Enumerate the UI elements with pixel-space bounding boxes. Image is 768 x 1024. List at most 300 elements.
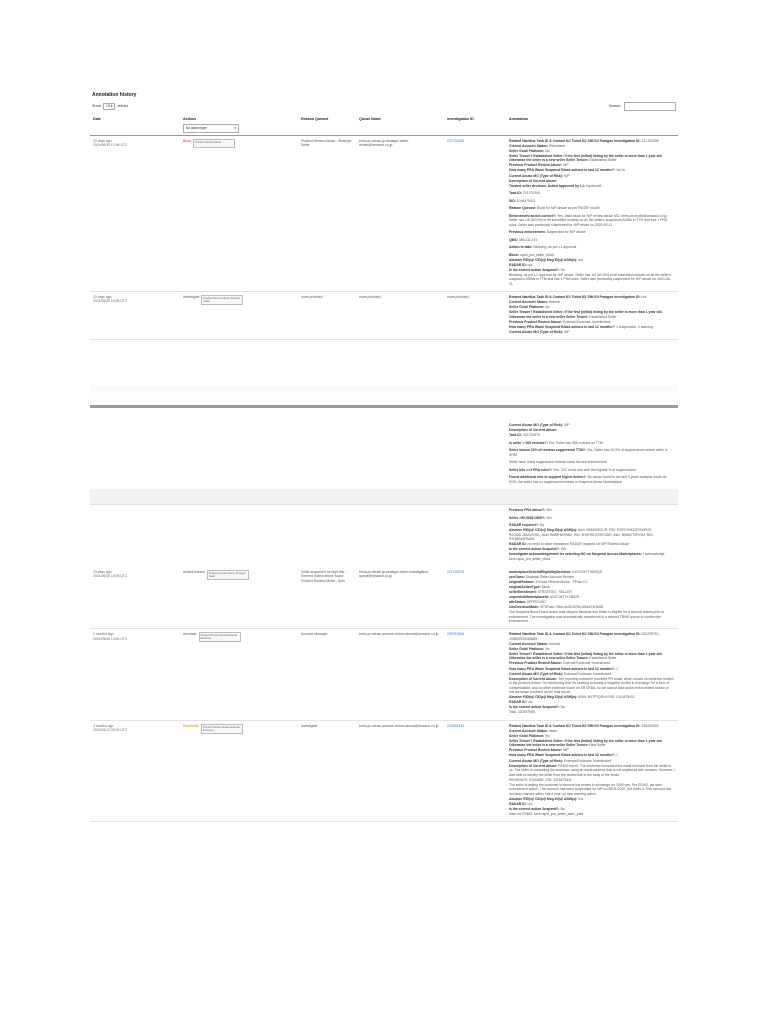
annotation-field-label: Seller Tenure? Established Seller: If the first (initial) listing by the seller is more than 1 year old. Otherwise the seller is a new seller Seller Tenure: <box>509 738 663 748</box>
annotation-field-label: Seller Gold/ Platinum: <box>509 305 545 310</box>
annotation-field-value: Normal <box>549 299 560 304</box>
action-detail-box[interactable]: Product Review Abuse Strategic Seller <box>201 295 243 305</box>
annotation-field-label: How many PRA Warn/ Suspend/ Block actions in last 12 months?: <box>509 666 616 671</box>
timestamp: 2021/06/30 16:55 UTC <box>93 299 128 304</box>
annotation-field-label: Task ID: <box>509 433 522 438</box>
action-label: Investigate <box>183 294 200 299</box>
table-row-fade <box>90 489 678 505</box>
actions-cell <box>180 629 298 720</box>
annotation-field-value: External Evidence: Insentivized <box>562 661 611 666</box>
annotation-field-label: Seller Gold/ Platinum: <box>509 646 545 651</box>
annotation-field-label: Previous Product Review Abuse: <box>509 748 563 753</box>
annotation-line <box>509 168 675 172</box>
annotation-field-value: Task: 220297905 <box>509 710 535 715</box>
table-row <box>90 720 678 822</box>
annotation-line <box>509 199 675 203</box>
annotation-line <box>509 667 675 671</box>
annotation-field-label: Found additional info to support higher action?: <box>509 475 587 480</box>
action-group <box>183 632 295 642</box>
annotation-field-value: hiyokomi3 <box>586 183 602 188</box>
annotation-field-value: No <box>560 806 565 811</box>
annotation-field-label: Related Nautilus Task ID & Contact ID/ Ticket ID/ SIM ID/ Paragon Investigation ID: <box>509 723 641 728</box>
annotation-history-panel-top <box>90 88 678 386</box>
entries-label: entries <box>117 104 129 109</box>
reason-queued-cell: Investigate <box>298 720 356 822</box>
annotation-field-value: Yes <box>560 547 567 552</box>
annotation-line <box>509 778 675 782</box>
annotation-field-value: No <box>545 305 550 310</box>
annotation-field-value: EEMO report. The customer forwarded the email received from the seller to us. The seller is contacting the customer using an email address that is not registered with amazon. However, I was able to identify the seller from the review link in the body of the email. <box>509 763 675 777</box>
section-title: Annotation history <box>92 92 137 98</box>
action-label: Reactivate <box>183 723 200 728</box>
annotation-cell <box>506 135 678 291</box>
annotation-field-value: 1016475411 <box>516 198 536 203</box>
annotation-field-label: Abusive RID(s)/ CID(s)/ Msg ID(s)/ ASIN(s): <box>509 796 578 801</box>
annotation-field-label: Previous PRA abuse?: <box>509 508 546 513</box>
annotation-line <box>509 677 675 695</box>
annotation-field-label: Is seller > 200 reviews?: <box>509 440 548 445</box>
annotation-field-value: I acknowledge <box>642 552 665 557</box>
annotation-table-continued <box>90 420 678 822</box>
annotation-field-value: n/a <box>527 262 533 267</box>
annotation-field-value: ASIN: B07PTQSLH SID: 1016475411 <box>578 695 635 700</box>
annotation-field-value: n/a <box>641 294 647 299</box>
annotation-field-label: Current Account Status: <box>509 728 549 733</box>
annotation-field-label: Current Abuse MO (Type of Risk): <box>509 423 564 427</box>
annotation-line <box>509 475 675 484</box>
annotation-line <box>509 468 675 472</box>
annotation-line <box>509 585 675 589</box>
annotation-field-value: No <box>560 705 565 710</box>
annotation-line <box>509 179 675 183</box>
annotation-line <box>509 154 675 163</box>
action-group <box>183 139 295 148</box>
actions-cell <box>180 720 298 822</box>
annotation-field-value: 386,211,473 <box>518 237 538 242</box>
annotation-field-label: RADAR ID: <box>509 801 527 806</box>
annotation-line <box>509 547 675 551</box>
annotation-line <box>509 230 675 234</box>
annotation-line <box>509 423 675 427</box>
annotation-cell <box>506 567 678 629</box>
annotation-line <box>509 802 675 806</box>
annotation-field-label: Reason Queued: <box>509 206 536 211</box>
column-actions[interactable]: Actions No action type ▾ <box>180 113 298 135</box>
annotation-field-value: Warn <box>549 728 557 733</box>
annotation-field-value: Blocking, as per L1 approval <box>533 245 577 250</box>
annotation-line <box>509 163 675 167</box>
annotation-field-value: No <box>560 267 565 272</box>
annotation-field-label: Current Abuse MO (Type of Risk): <box>509 758 564 763</box>
annotation-line <box>509 253 675 257</box>
annotation-field-value: N/P <box>564 329 570 334</box>
annotation-field-value: Block <box>541 584 550 589</box>
annotation-field-value: N/P <box>564 423 570 427</box>
annotation-line <box>509 724 675 728</box>
annotation-line <box>509 710 675 714</box>
annotation-field-label: Is the correct action Suspend?: <box>509 806 560 811</box>
action-detail-box[interactable]: Product Review Abuse <box>193 139 235 148</box>
annotation-field-label: SID: <box>509 198 516 203</box>
annotation-field-value: External Evidence: Insentivized <box>564 671 612 676</box>
page-divider <box>90 405 678 408</box>
annotation-field-value: Asin: B08JK5EDJR, RID: R1RCYNKDE0X6PHO, R2O6SLJ8A5JG9KL, Asin: B089HWX9B2, RID: R1KHRU7EHO3UR, Asin: B085CTMYGM, RID: R3QBAV4R5UW <box>509 528 654 542</box>
timestamp: 2021/05/26 13:45 UTC <box>93 636 128 641</box>
annotation-field-value: STRATEGIC_SELLER <box>537 589 572 594</box>
annotation-field-value: Yes. '211' is the rule with the highest % of suppressions <box>553 467 637 472</box>
annotation-line <box>509 214 675 227</box>
relative-date: 23 days ago <box>93 294 112 299</box>
annotation-line <box>509 523 675 527</box>
investigation-id-cell[interactable]: 208787808 <box>444 629 506 720</box>
date-cell <box>90 291 180 339</box>
queue-name-cell: brms-pr-abuse-jp-strategic-seller-review@amazon.co.jp <box>356 135 444 291</box>
annotation-field-label: originalActionType: <box>509 584 541 589</box>
annotation-field-value: n/a <box>527 801 533 806</box>
timestamp: 2021/03/12 09:00 UTC <box>93 728 128 733</box>
reason-queued-cell: Account Manager <box>298 629 356 720</box>
annotation-field-value: N/P <box>564 173 570 178</box>
annotation-field-value: A1VCGE7THBRQS <box>572 569 602 574</box>
column-date[interactable]: Date <box>90 113 180 135</box>
annotation-field-value: External Evidence: Insentivized <box>562 319 611 324</box>
annotation-field-value: Yes. Seller has 20.5% of suppressions where seller is SOM <box>509 448 668 457</box>
annotation-field-value: Product Review Abuse - FPlus-CU <box>535 579 588 584</box>
annotation-field-label: RADAR ID: <box>509 262 527 267</box>
table-row-continued-2 <box>90 505 678 567</box>
annotation-line <box>509 632 675 641</box>
annotation-field-label: How many PRA Warn/ Suspend/ Block actions in last 12 months?: <box>509 753 616 758</box>
annotation-field-label: Previous Product Review Abuse: <box>509 163 563 168</box>
annotation-line <box>509 797 675 801</box>
column-reason-queued[interactable]: Reason Queued <box>298 113 356 135</box>
annotation-field-label: QMS: <box>509 237 518 242</box>
annotation-line <box>509 300 675 304</box>
annotation-line <box>509 739 675 748</box>
annotation-field-value: Reinstated <box>549 143 566 148</box>
annotation-field-label: ruleDecisionMade: <box>509 605 540 610</box>
annotation-field-value: sent rapid_pra_seller_block <box>509 557 551 562</box>
investigation-id-cell[interactable]: 221702570 <box>444 567 506 629</box>
action-group <box>183 724 295 734</box>
reason-queued-cell: Seller enqueued for high risk - Entered review abuse found Product Review Abuse - Auto <box>298 567 356 629</box>
annotation-field-value: Established Seller <box>589 158 617 163</box>
annotation-field-label: Previous enforcement: <box>509 230 546 235</box>
annotation-field-value: No <box>545 733 550 738</box>
annotation-field-label: Seller Gold/ Platinum: <box>509 148 545 153</box>
relative-date: 23 days ago <box>93 569 112 574</box>
date-cell <box>90 567 180 629</box>
annotation-field-label: Trusted seller decision. Action approved by L1: <box>509 183 586 188</box>
annotation-field-label: Seller Gold/ Platinum: <box>509 733 545 738</box>
annotation-field-value: 1 <box>616 753 619 758</box>
annotation-line <box>509 610 675 623</box>
annotation-field-label: Related Nautilus Task ID & Contact ID/ Ticket ID/ SIM ID/ Paragon Investigation ID: <box>509 294 641 299</box>
action-detail-box[interactable]: Product Review Abuse External Evidence <box>199 632 241 642</box>
annotation-field-label: Is the correct action Suspend?: <box>509 547 560 552</box>
annotation-line <box>509 695 675 699</box>
annotation-field-value: Blocking, as per L1 approval for N/P abuse. Seller has 1/6 (50.0%) of all submitted reviews on all the seller's suspicious ASINs in TTM and has 1 PRA rules. Seller was previously suspended for N/P abuse on 2020-08-11. <box>509 272 672 286</box>
table-header-row <box>90 113 678 135</box>
annotation-line <box>509 174 675 178</box>
relative-date: 4 months ago <box>93 723 114 728</box>
annotation-field-label: Description of Current Abuse: <box>509 428 558 433</box>
annotation-field-value: 221702570 <box>522 433 540 438</box>
annotation-field-value: N/P <box>562 748 569 753</box>
annotation-field-label: Is the correct action Suspend?: <box>509 705 560 710</box>
annotation-line <box>509 759 675 763</box>
annotation-line <box>509 273 675 286</box>
annotation-line <box>509 661 675 665</box>
annotation-cell <box>506 505 678 567</box>
actions-cell <box>180 135 298 291</box>
table-row <box>90 629 678 720</box>
annotation-line <box>509 144 675 148</box>
annotation-field-label: Abusive RID(s)/ CID(s)/ Msg ID(s)/ ASIN(s): <box>509 695 578 700</box>
action-detail-box[interactable]: Product Review Abuse External Evidence <box>201 724 243 734</box>
annotation-field-label: Current Account Status: <box>509 299 549 304</box>
date-cell <box>90 720 180 822</box>
annotation-field-label: Abusive RID(s)/ CID(s)/ Msg ID(s)/ ASIN(s): <box>509 257 578 262</box>
annotation-field-label: Seller Tenure? Established Seller: If the first (initial) listing by the seller is more than 1 year old. Otherwise the seller is a new seller Seller Tenure: <box>509 153 663 163</box>
annotation-line <box>509 600 675 604</box>
reason-queued-cell: Product Review Abuse - Strategic Seller <box>298 135 356 291</box>
annotation-cell <box>506 420 678 489</box>
annotation-field-value: Yes. Valid block for N/P review abuse MO. brms-pr-model@amazon.co.jp Seller has 1/6 (50.0%) of all submitted reviews on all the seller's suspicious ASINs in TTM and has 1 PRA rules. Seller was previously suspended for N/P abuse on 2020-08-11 <box>509 213 668 227</box>
annotation-field-value: Suspended for N/P abuse <box>546 230 586 235</box>
action-detail-box[interactable]: Product Review Abuse Strategic Seller <box>207 570 249 580</box>
annotation-field-label: Previous Product Review Abuse: <box>509 661 563 666</box>
annotation-cell <box>506 629 678 720</box>
annotation-field-label: Previous Product Review Abuse: <box>509 319 563 324</box>
annotation-field-value: The reporting customer provided PR email, which shows no evidence related to the product review. On mentioning that I'm seeking to modify a negative review in exchange for a form of compensation, and no other evidence found on SRT/RBA, so we cannot take action enforcement based on this message provided as the final report. <box>509 676 674 695</box>
annotation-field-label: RADAR ID: <box>509 542 527 547</box>
annotation-field-label: Investigator acknowledgement for selecting NO on Suspend Across Marketplaces: <box>509 552 642 557</box>
entries-select[interactable]: 10 ▾ <box>103 103 115 109</box>
annotation-field-label: marketplaceSellerIdEligibilityDecision: <box>509 569 572 574</box>
annotation-line <box>509 672 675 676</box>
annotation-field-value: n/a <box>527 700 533 705</box>
annotation-field-label: Seller Tenure? Established Seller: If the first (initial) listing by the seller is more than 1 year old. Otherwise the seller is a new seller Seller Tenure: <box>509 651 663 661</box>
investigation-id-cell[interactable]: 218263433 <box>444 720 506 822</box>
annotation-line <box>509 812 675 816</box>
annotation-field-value: Yes. Seller has 986 reviews on TTM <box>548 440 603 445</box>
annotation-line <box>509 595 675 599</box>
investigation-id-cell[interactable]: 221702308 <box>444 135 506 291</box>
search-box <box>609 102 676 111</box>
annotation-field-label: attrStatus: <box>509 600 526 604</box>
annotation-field-value: Yes <box>546 508 552 513</box>
annotation-line <box>509 542 675 546</box>
annotation-line <box>509 245 675 249</box>
chevron-down-icon: ▾ <box>110 104 113 109</box>
annotation-field-value: 221702308 <box>522 191 540 196</box>
annotation-field-label: Is the correct action Suspend?: <box>509 267 560 272</box>
relative-date: 23 days ago <box>93 138 112 143</box>
annotation-line <box>509 753 675 757</box>
action-label: Block <box>183 138 192 143</box>
annotation-field-label: Description of Current Abuse: <box>509 178 558 183</box>
annotation-line <box>509 428 675 432</box>
annotation-field-value: The Suspend Block Fraud action was skipped because this Seller is eligible for a second review prior to enforcement. The investigation was automatically transferred to a second TRMS queue to confirm the enforcement. <box>509 610 665 624</box>
reason-queued-cell: none provided <box>298 291 356 339</box>
table-row <box>90 567 678 629</box>
queue-name-cell: brms-pr-abuse-jp-strategic-seller-investigation-queue@amazon.co.jp <box>356 567 444 629</box>
annotation-field-label: Current Account Status: <box>509 641 549 646</box>
annotation-field-label: Description of Current Abuse: <box>509 676 558 681</box>
annotation-line <box>509 184 675 188</box>
annotation-field-label: Description of Current Abuse: <box>509 763 558 768</box>
annotation-line <box>509 330 675 334</box>
queue-name-cell: none provided <box>356 291 444 339</box>
annotation-history-panel-bottom <box>90 420 678 940</box>
table-row <box>90 135 678 291</box>
annotation-field-label: Abusive RID(s)/ CID(s)/ Msg ID(s)/ ASIN(s): <box>509 528 578 533</box>
annotation-line <box>509 516 675 520</box>
annotation-field-value: REVIEWER: R19N05E, SID: 1016475411 <box>509 777 572 782</box>
annotation-line <box>509 258 675 262</box>
annotation-field-label: Current Account Status: <box>509 143 549 148</box>
queue-name-cell: brms-pr-abuse-product-review-abuse@amazon.co.jp <box>356 720 444 822</box>
annotation-line <box>509 263 675 267</box>
annotation-line <box>509 528 675 541</box>
annotation-field-label: Seller shows 15% of reviews suppressed TTM?: <box>509 448 587 453</box>
queue-name-cell: brms-pr-abuse-product-review-abuse@amazon.co.jp <box>356 629 444 720</box>
annotation-field-label: Related Nautilus Task ID & Contact ID/ Ticket ID/ SIM ID/ Paragon Investigation ID: <box>509 632 641 637</box>
annotation-field-value: n/a <box>578 796 583 801</box>
annotation-line <box>509 642 675 646</box>
annotation-field-label: RADAR ID: <box>509 700 527 705</box>
annotation-field-label: Blurb: <box>509 252 519 257</box>
annotation-line <box>509 310 675 319</box>
annotation-field-label: Task ID: <box>509 191 522 196</box>
annotation-line <box>509 238 675 242</box>
annotation-field-label: Related Nautilus Task ID & Contact ID/ Ticket ID/ SIM ID/ Paragon Investigation ID: <box>509 138 641 143</box>
timestamp: 2021/06/30 17:06 UTC <box>93 143 128 148</box>
annotation-field-value: No <box>539 523 545 528</box>
annotation-field-label: originalReason: <box>509 579 535 584</box>
annotation-field-label: requestedMarketplaceId: <box>509 594 549 599</box>
annotation-field-value: Seller have many suppressed reviews since the last enforcement <box>509 460 607 465</box>
annotation-cell <box>506 291 678 339</box>
investigation-id-cell: none provided <box>444 291 506 339</box>
annotation-line <box>509 590 675 594</box>
annotation-field-value: no need to raise mandatory RADAR required for N/P Review Abuse <box>527 542 630 547</box>
annotation-line <box>509 748 675 752</box>
annotation-field-label: How many PRA Warn/ Suspend/ Block actions in last 12 months?: <box>509 168 616 173</box>
annotation-line <box>509 764 675 777</box>
annotation-field-value: No <box>545 148 550 153</box>
action-group <box>183 295 295 305</box>
annotation-line <box>509 557 675 561</box>
annotation-field-value: Established Seller <box>589 314 617 319</box>
annotation-line <box>509 325 675 329</box>
annotation-field-label: Action to take: <box>509 245 533 250</box>
actions-cell <box>180 291 298 339</box>
annotation-line <box>509 149 675 153</box>
annotation-field-value: Yes <box>546 515 552 520</box>
annotation-line <box>509 580 675 584</box>
annotation-table <box>90 113 678 340</box>
page-break-gap <box>90 386 678 405</box>
action-group <box>183 570 295 580</box>
date-cell <box>90 629 180 720</box>
annotation-field-label: How many PRA Warn/ Suspend/ Block actions in last 12 months?: <box>509 324 616 329</box>
annotation-field-value: 220299751, 208800093466859 <box>509 632 660 641</box>
column-annotation[interactable]: Annotation <box>506 113 678 135</box>
annotation-cell <box>506 720 678 822</box>
annotation-field-label: Enforcement action correct?: <box>509 213 557 218</box>
timestamp: 2021/06/30 14:05 UTC <box>93 574 128 579</box>
annotation-line <box>509 552 675 556</box>
column-investigation-id[interactable]: Investigation ID <box>444 113 506 135</box>
date-cell <box>90 135 180 291</box>
annotation-line <box>509 320 675 324</box>
search-label: Search: <box>608 104 621 109</box>
annotation-field-value: 1 <box>616 666 619 671</box>
annotation-field-value: N/P <box>562 163 569 168</box>
annotation-field-value: Block for N/P abuse as per PAGEF model <box>536 206 600 211</box>
chevron-down-icon: ▾ <box>234 126 236 131</box>
annotation-line <box>509 652 675 661</box>
annotation-field-value: A1VC38T7YXB528 <box>549 594 579 599</box>
annotation-line <box>509 783 675 796</box>
annotation-line <box>509 647 675 651</box>
table-row-continued <box>90 420 678 489</box>
annotation-field-value: rapid_pra_seller_block <box>519 252 555 257</box>
annotation-field-value: Normal <box>549 641 560 646</box>
annotation-field-value: No abuse found in the last 3 years analysis made on ROS, the seller has no suppressed reviews in Suspend Abuse Marketplace <box>509 475 667 484</box>
actions-cell <box>180 567 298 629</box>
column-queue-name[interactable]: Queue Name <box>356 113 444 135</box>
annotation-line <box>509 268 675 272</box>
annotation-field-value: The seller is asking the customer to remove the review in exchange for 2000 yen. Per EEMO, we take enforcement action. This account has been suspended for N/P on 08/11/2020. But that's it. This account has not been warned within half a year, so new warning action. <box>509 782 672 796</box>
annotation-line <box>509 807 675 811</box>
relative-date: 2 months ago <box>93 632 114 637</box>
annotation-line <box>509 206 675 210</box>
action-type-filter[interactable]: No action type ▾ <box>183 124 239 132</box>
annotation-field-value: External Evidence: Insentivized <box>564 758 612 763</box>
annotation-field-value: 1 suspension, 1 warning <box>616 324 653 329</box>
show-label: Show <box>92 104 101 109</box>
annotation-line <box>509 570 675 574</box>
annotation-field-label: RADAR required?: <box>509 523 539 528</box>
annotation-line <box>509 448 675 457</box>
annotation-field-label: sevClass: <box>509 574 525 579</box>
annotation-line <box>509 700 675 704</box>
action-label: ActionDecided <box>183 569 205 574</box>
annotation-line <box>509 139 675 143</box>
table-controls <box>90 101 678 113</box>
search-input[interactable] <box>624 102 676 111</box>
annotation-field-value: 5f767bee-79bd-4e30-b796-c8b6e74f2b68 <box>540 605 603 610</box>
action-label: Annotate <box>183 632 197 637</box>
annotation-field-value: APPROVED <box>526 600 546 604</box>
annotation-field-value: No <box>545 646 550 651</box>
annotation-line <box>509 605 675 609</box>
annotation-line <box>509 508 675 512</box>
annotation-line <box>509 460 675 464</box>
annotation-line <box>509 575 675 579</box>
table-row <box>90 291 678 339</box>
annotation-line <box>509 729 675 733</box>
annotation-field-value: warn for EEMO: sent rapid_pra_seller_warn_paid <box>509 812 584 816</box>
annotation-field-value: Strategic Seller Account Review <box>525 574 574 579</box>
annotation-line <box>509 441 675 445</box>
annotation-field-value: 218263433 <box>641 723 659 728</box>
annotation-line <box>509 191 675 195</box>
annotation-line <box>509 295 675 299</box>
